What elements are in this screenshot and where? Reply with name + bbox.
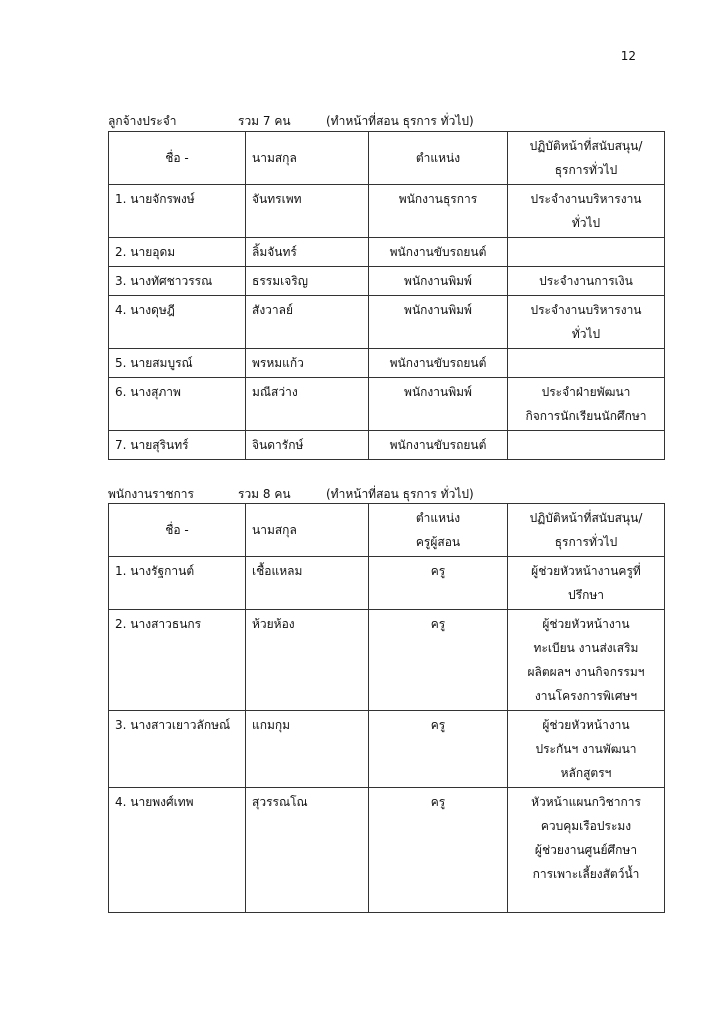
cell-surname: ธรรมเจริญ bbox=[246, 267, 369, 296]
table-header-row bbox=[109, 504, 665, 557]
header-name: ชื่อ - bbox=[109, 132, 246, 185]
cell-duty bbox=[508, 349, 665, 378]
duty-line: ทั่วไป bbox=[571, 216, 601, 230]
table-row bbox=[109, 238, 665, 267]
cell-duty bbox=[508, 431, 665, 460]
duty-line: หลักสูตรฯ bbox=[560, 766, 612, 780]
cell-name: 2. นางสาวธนกร bbox=[109, 610, 246, 711]
header-line: ปฏิบัติหน้าที่สนับสนุน/ bbox=[529, 511, 643, 525]
header-line: ตำแหน่ง bbox=[415, 511, 461, 525]
duty-line: ประกันฯ งานพัฒนา bbox=[535, 742, 637, 756]
duty-line: กิจการนักเรียนนักศึกษา bbox=[525, 409, 647, 423]
cell-duty bbox=[508, 238, 665, 267]
cell-duty bbox=[508, 610, 665, 711]
cell-duty bbox=[508, 788, 665, 913]
cell-position: พนักงานขับรถยนต์ bbox=[369, 238, 508, 267]
duty-line: ทะเบียน งานส่งเสริม bbox=[533, 641, 639, 655]
duty-line: ทั่วไป bbox=[571, 327, 601, 341]
duty-line: ผู้ช่วยหัวหน้างาน bbox=[542, 617, 630, 631]
cell-position: ครู bbox=[369, 788, 508, 913]
duty-line: ผู้ช่วยหัวหน้างานครูที่ bbox=[531, 564, 641, 578]
cell-duty bbox=[508, 557, 665, 610]
cell-name: 2. นายอุดม bbox=[109, 238, 246, 267]
cell-name: 4. นายพงศ์เทพ bbox=[109, 788, 246, 913]
cell-position: พนักงานขับรถยนต์ bbox=[369, 431, 508, 460]
cell-position: พนักงานขับรถยนต์ bbox=[369, 349, 508, 378]
cell-name: 1. นางรัฐกานต์ bbox=[109, 557, 246, 610]
duty-line: ประจำงานบริหารงาน bbox=[530, 192, 642, 206]
duty-line: ผลิตผลฯ งานกิจกรรมฯ bbox=[527, 665, 645, 679]
page-number: 12 bbox=[620, 49, 636, 63]
duty-line: หัวหน้าแผนกวิชาการ bbox=[531, 795, 641, 809]
table-row bbox=[109, 349, 665, 378]
cell-surname: แกมกุม bbox=[246, 711, 369, 788]
cell-position: ครู bbox=[369, 557, 508, 610]
cell-duty bbox=[508, 296, 665, 349]
header-line: ธุรการทั่วไป bbox=[554, 163, 618, 177]
cell-position: พนักงานพิมพ์ bbox=[369, 378, 508, 431]
cell-surname: ห้วยห้อง bbox=[246, 610, 369, 711]
duty-line: ผู้ช่วยงานศูนย์ศึกษา bbox=[534, 843, 638, 857]
duty-line: ประจำงานการเงิน bbox=[539, 274, 633, 288]
header-surname: นามสกุล bbox=[246, 504, 369, 557]
table-row bbox=[109, 788, 665, 913]
section-title: พนักงานราชการ bbox=[108, 487, 194, 501]
cell-surname: เชื้อแหลม bbox=[246, 557, 369, 610]
table-row bbox=[109, 378, 665, 431]
cell-name: 1. นายจักรพงษ์ bbox=[109, 185, 246, 238]
header-name: ชื่อ - bbox=[109, 504, 246, 557]
cell-name: 3. นางสาวเยาวลักษณ์ bbox=[109, 711, 246, 788]
cell-duty bbox=[508, 711, 665, 788]
cell-position: พนักงานธุรการ bbox=[369, 185, 508, 238]
header-line: ตำแหน่ง bbox=[415, 151, 461, 165]
section-total: รวม 7 คน bbox=[238, 114, 291, 128]
header-position bbox=[369, 504, 508, 557]
duty-line: ผู้ช่วยหัวหน้างาน bbox=[542, 718, 630, 732]
duty-line: ปรึกษา bbox=[568, 588, 604, 602]
section-title: ลูกจ้างประจำ bbox=[108, 114, 177, 128]
header-duty bbox=[508, 132, 665, 185]
staff-table-permanent bbox=[108, 131, 665, 460]
cell-surname: สุวรรณโณ bbox=[246, 788, 369, 913]
cell-duty bbox=[508, 378, 665, 431]
header-line: ครูผู้สอน bbox=[415, 535, 461, 549]
cell-name: 7. นายสุรินทร์ bbox=[109, 431, 246, 460]
header-duty bbox=[508, 504, 665, 557]
duty-line: ประจำฝ่ายพัฒนา bbox=[541, 385, 631, 399]
cell-surname: จินดารักษ์ bbox=[246, 431, 369, 460]
cell-surname: จันทรเพท bbox=[246, 185, 369, 238]
section-total: รวม 8 คน bbox=[238, 487, 291, 501]
table-header-row bbox=[109, 132, 665, 185]
header-line: ธุรการทั่วไป bbox=[554, 535, 618, 549]
cell-name: 5. นายสมบูรณ์ bbox=[109, 349, 246, 378]
header-position bbox=[369, 132, 508, 185]
header-surname: นามสกุล bbox=[246, 132, 369, 185]
duty-line bbox=[514, 886, 658, 910]
table-row bbox=[109, 557, 665, 610]
header-line: ปฏิบัติหน้าที่สนับสนุน/ bbox=[529, 139, 643, 153]
cell-name: 3. นางทัศชาวรรณ bbox=[109, 267, 246, 296]
cell-surname: ลิ้มจันทร์ bbox=[246, 238, 369, 267]
cell-surname: มณีสว่าง bbox=[246, 378, 369, 431]
cell-name: 4. นางดุษฎี bbox=[109, 296, 246, 349]
table-row bbox=[109, 267, 665, 296]
staff-table-government bbox=[108, 503, 665, 913]
table-row bbox=[109, 185, 665, 238]
table-row bbox=[109, 610, 665, 711]
duty-line: ประจำงานบริหารงาน bbox=[530, 303, 642, 317]
cell-duty bbox=[508, 267, 665, 296]
cell-position: พนักงานพิมพ์ bbox=[369, 296, 508, 349]
cell-position: ครู bbox=[369, 610, 508, 711]
section-note: (ทำหน้าที่สอน ธุรการ ทั่วไป) bbox=[326, 114, 474, 128]
cell-duty bbox=[508, 185, 665, 238]
cell-position: ครู bbox=[369, 711, 508, 788]
cell-name: 6. นางสุภาพ bbox=[109, 378, 246, 431]
cell-surname: พรหมแก้ว bbox=[246, 349, 369, 378]
table-row bbox=[109, 296, 665, 349]
section-note: (ทำหน้าที่สอน ธุรการ ทั่วไป) bbox=[326, 487, 474, 501]
cell-surname: สังวาลย์ bbox=[246, 296, 369, 349]
table-row bbox=[109, 431, 665, 460]
cell-position: พนักงานพิมพ์ bbox=[369, 267, 508, 296]
duty-line: การเพาะเลี้ยงสัตว์น้ำ bbox=[532, 867, 640, 881]
duty-line: ควบคุมเรือประมง bbox=[540, 819, 632, 833]
table-row bbox=[109, 711, 665, 788]
duty-line: งานโครงการพิเศษฯ bbox=[534, 689, 638, 703]
